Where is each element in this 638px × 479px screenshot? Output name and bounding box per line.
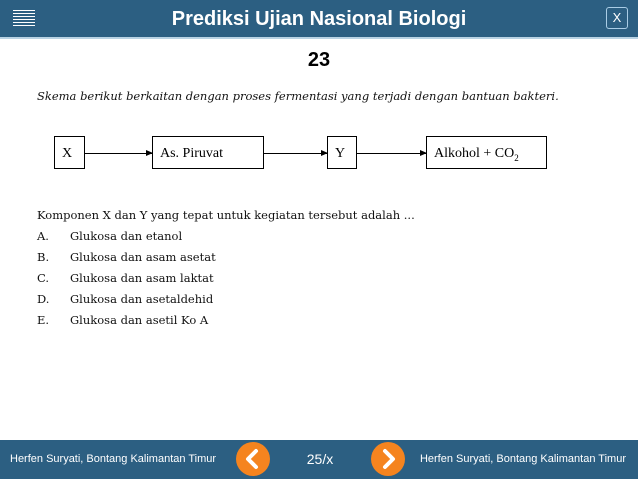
option-text: Glukosa dan asam asetat	[70, 250, 216, 264]
option-letter: C.	[37, 271, 50, 285]
page-indicator: 25/x	[306, 451, 334, 467]
chevron-left-icon	[236, 442, 270, 476]
question-intro: Skema berikut berkaitan dengan proses fermentasi yang terjadi dengan bantuan bakteri.	[37, 89, 559, 103]
option-a[interactable]	[37, 229, 182, 243]
chevron-right-icon	[371, 442, 405, 476]
option-e[interactable]	[37, 313, 208, 327]
author-right: Herfen Suryati, Bontang Kalimantan Timur	[419, 453, 626, 465]
previous-button[interactable]	[236, 442, 270, 476]
close-button[interactable]: X	[606, 7, 628, 29]
arrow-icon	[357, 153, 426, 154]
slide-content	[0, 39, 638, 440]
option-letter: A.	[37, 229, 49, 243]
next-button[interactable]	[371, 442, 405, 476]
option-text: Glukosa dan etanol	[70, 229, 183, 243]
question-prompt: Komponen X dan Y yang tepat untuk kegiatan tersebut adalah ...	[37, 208, 415, 222]
page-title: Prediksi Ujian Nasional Biologi	[171, 8, 467, 30]
diagram-box-x: X	[54, 136, 85, 169]
arrow-icon	[264, 153, 327, 154]
diagram-box-piruvat: As. Piruvat	[152, 136, 264, 169]
question-number: 23	[307, 49, 331, 71]
arrow-icon	[85, 153, 152, 154]
option-text: Glukosa dan asetaldehid	[70, 292, 214, 306]
header-bar	[0, 0, 638, 39]
option-c[interactable]	[37, 271, 214, 285]
product-text: Alkohol + CO	[434, 146, 515, 161]
option-b[interactable]	[37, 250, 216, 264]
option-letter: B.	[37, 250, 50, 264]
option-text: Glukosa dan asam laktat	[70, 271, 214, 285]
option-d[interactable]	[37, 292, 213, 306]
option-letter: E.	[37, 313, 50, 327]
option-text: Glukosa dan asetil Ko A	[70, 313, 209, 327]
product-subscript: 2	[514, 152, 519, 163]
footer-bar	[0, 440, 638, 479]
option-letter: D.	[37, 292, 50, 306]
author-left: Herfen Suryati, Bontang Kalimantan Timur	[10, 453, 217, 465]
diagram-box-product	[426, 136, 547, 169]
diagram-box-y: Y	[327, 136, 357, 169]
